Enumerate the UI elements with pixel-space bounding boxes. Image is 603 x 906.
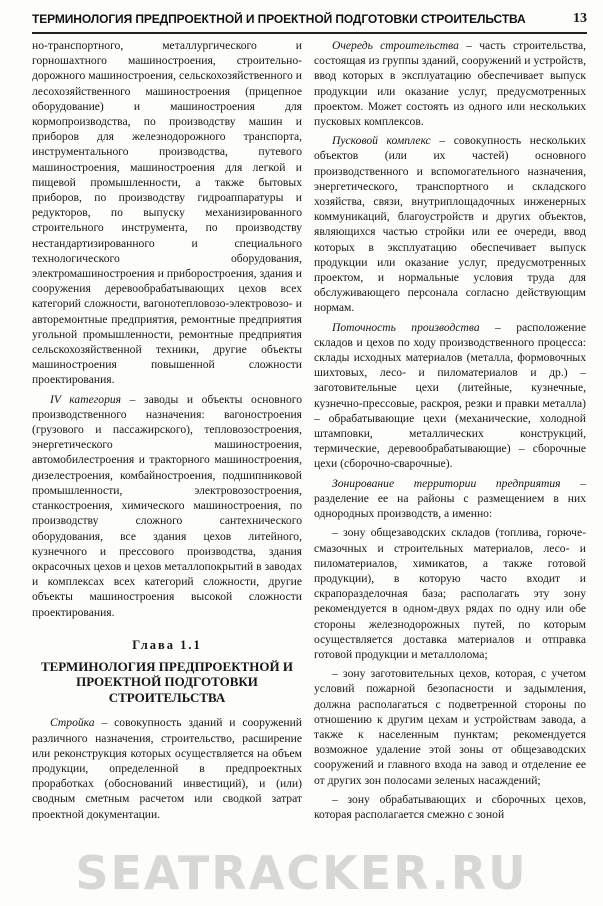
term: IV категория [50, 392, 122, 406]
definition: – часть строительства, состоящая из группы зданий, сооружений и устройств, ввод которых в эксплуатацию обеспечивает выпуск продукции или оказание услуг, предусмотренных проектом. Может состоять из одного или нескольких пусковых комплексов. [314, 39, 586, 129]
chapter-title: ТЕРМИНОЛОГИЯ ПРЕДПРОЕКТНОЙ И ПРОЕКТНОЙ ПОДГОТОВКИ СТРОИТЕЛЬСТВА [40, 658, 294, 705]
paragraph: но-транспортного, металлургического и горношахтного машиностроения, строительно-дорожного машиностроения, сельскохозяйственного и лесохозяйственного машиностроения (прицепное оборудование) и машиностроения для кормопроизводства, по производству машин и приборов для железнодорожного транспорта, инструментального производства, путевого машиностроения, машиностроения для легкой и пищевой промышленности, а также бытовых приборов, по производству гидроаппаратуры и редукторов, по выпуску механизированного строительного инструмента, по производству нестандартизированного и специального технологического оборудования, электромашиностроения и приборостроения, здания и сооружения деревообрабатывающих цехов всех категорий сложности, вагонотепловозо-электровозо- и авторемонтные предприятия, ремонтные предприятия угольной промышленности, ремонтные предприятия сельскохозяйственной техники, другие объекты машиностроения повышенной сложности проектирования. [32, 39, 302, 387]
paragraph [314, 476, 586, 522]
page-number: 13 [573, 11, 587, 26]
definition: – расположение складов и цехов по ходу производственного процесса: склады исходных материалов (металла, формовочных шихтовых, лесо- и пиломатериалов и др.) – заготовительные цехи (литейные, кузнечные, кузнечно-прессовые, раскроя, резки и правки металла) – обрабатывающие цехи (механические, холодной штамповки, металлических конструкций, термические, деревообрабатывающие) – сборочные цехи (сборочно-сварочные). [314, 320, 586, 471]
running-header [32, 10, 587, 34]
definition: – совокупность зданий и сооружений различного назначения, строительство, расширение или реконструкция которых осуществляется на объем продукции, определенной в предпроектных проработках (обоснований инвестиций), и (или) сводным сметным расчетом или сводкой затрат проектной документации. [32, 716, 302, 821]
right-column [314, 38, 586, 826]
definition: – совокупность нескольких объектов (или их частей) основного производственного и вспомогательного назначения, энергетического, транспортного и складского хозяйства, связи, внутриплощадочных инженерных коммуникаций, благоустройств и других объектов, являющихся частью стройки или ее очереди, ввод которых в эксплуатацию обеспечивает выпуск продукции или оказание услуг, предусмотренных проектом, и нормальные условия труда для обслуживающего персонала согласно действующим нормам. [314, 134, 586, 315]
chapter-label: Глава 1.1 [132, 637, 202, 652]
term: Пусковой комплекс [332, 134, 431, 148]
paragraph [32, 392, 302, 620]
paragraph [314, 320, 586, 472]
list-item: – зону заготовительных цехов, которая, с учетом условий пожарной безопасности и задымления, должна располагаться с подветренной стороны по отношению к другим цехам и устройствам завода, а также к населенным пунктам; рекомендуется возможное удаление этой зоны от общезаводских сооружений и главного входа на завод и отделение ее от других зон полосами зеленых насаждений; [314, 667, 586, 787]
definition: – разделение ее на районы с размещением в них однородных производств, а именно: [314, 476, 586, 521]
paragraph [314, 38, 586, 129]
paragraph [32, 715, 302, 821]
left-column [32, 38, 302, 826]
paragraph [314, 133, 586, 315]
term: Зонирование территории предприятия [332, 476, 561, 490]
term: Поточность производства [332, 320, 480, 334]
definition: – заводы и объекты основного производственного назначения: вагоностроения (грузового и пассажирского), тепловозостроения, энергетического машиностроения, автомобилестроения и тракторного машиностроения, дизелестроения, комбайностроения, подшипниковой промышленности, электровозостроения, станкостроения, химического машиностроения, по производству сложного сантехнического оборудования, все здания цехов литейного, кузнечного и прессового производства, здания окрасочных цехов и цехов металлопокрытий в заводах и комплексах всех категорий сложности, другие объекты машиностроения высокой сложности проектирования. [32, 392, 303, 619]
term: Очередь строительства [332, 39, 459, 52]
list-item: – зону обрабатывающих и сборочных цехов, которая располагается смежно с зоной [314, 792, 586, 821]
term: Стройка [50, 716, 95, 730]
watermark: SEATRACKER.RU [75, 846, 528, 900]
header-title: ТЕРМИНОЛОГИЯ ПРЕДПРОЕКТНОЙ И ПРОЕКТНОЙ ПОДГОТОВКИ СТРОИТЕЛЬСТВА [32, 12, 526, 26]
list-item: – зону общезаводских складов (топлива, горюче-смазочных и строительных материалов, лесо- и пиломатериалов, химикатов, а также готовой продукции), в которую часто входит и скрапоразделочная база; располагать эту зону рекомендуется в одном-двух рядах по одну или обе стороны железнодорожных путей, по которым осуществляется доставка материалов и отправка готовой продукции и металлолома; [314, 526, 586, 661]
